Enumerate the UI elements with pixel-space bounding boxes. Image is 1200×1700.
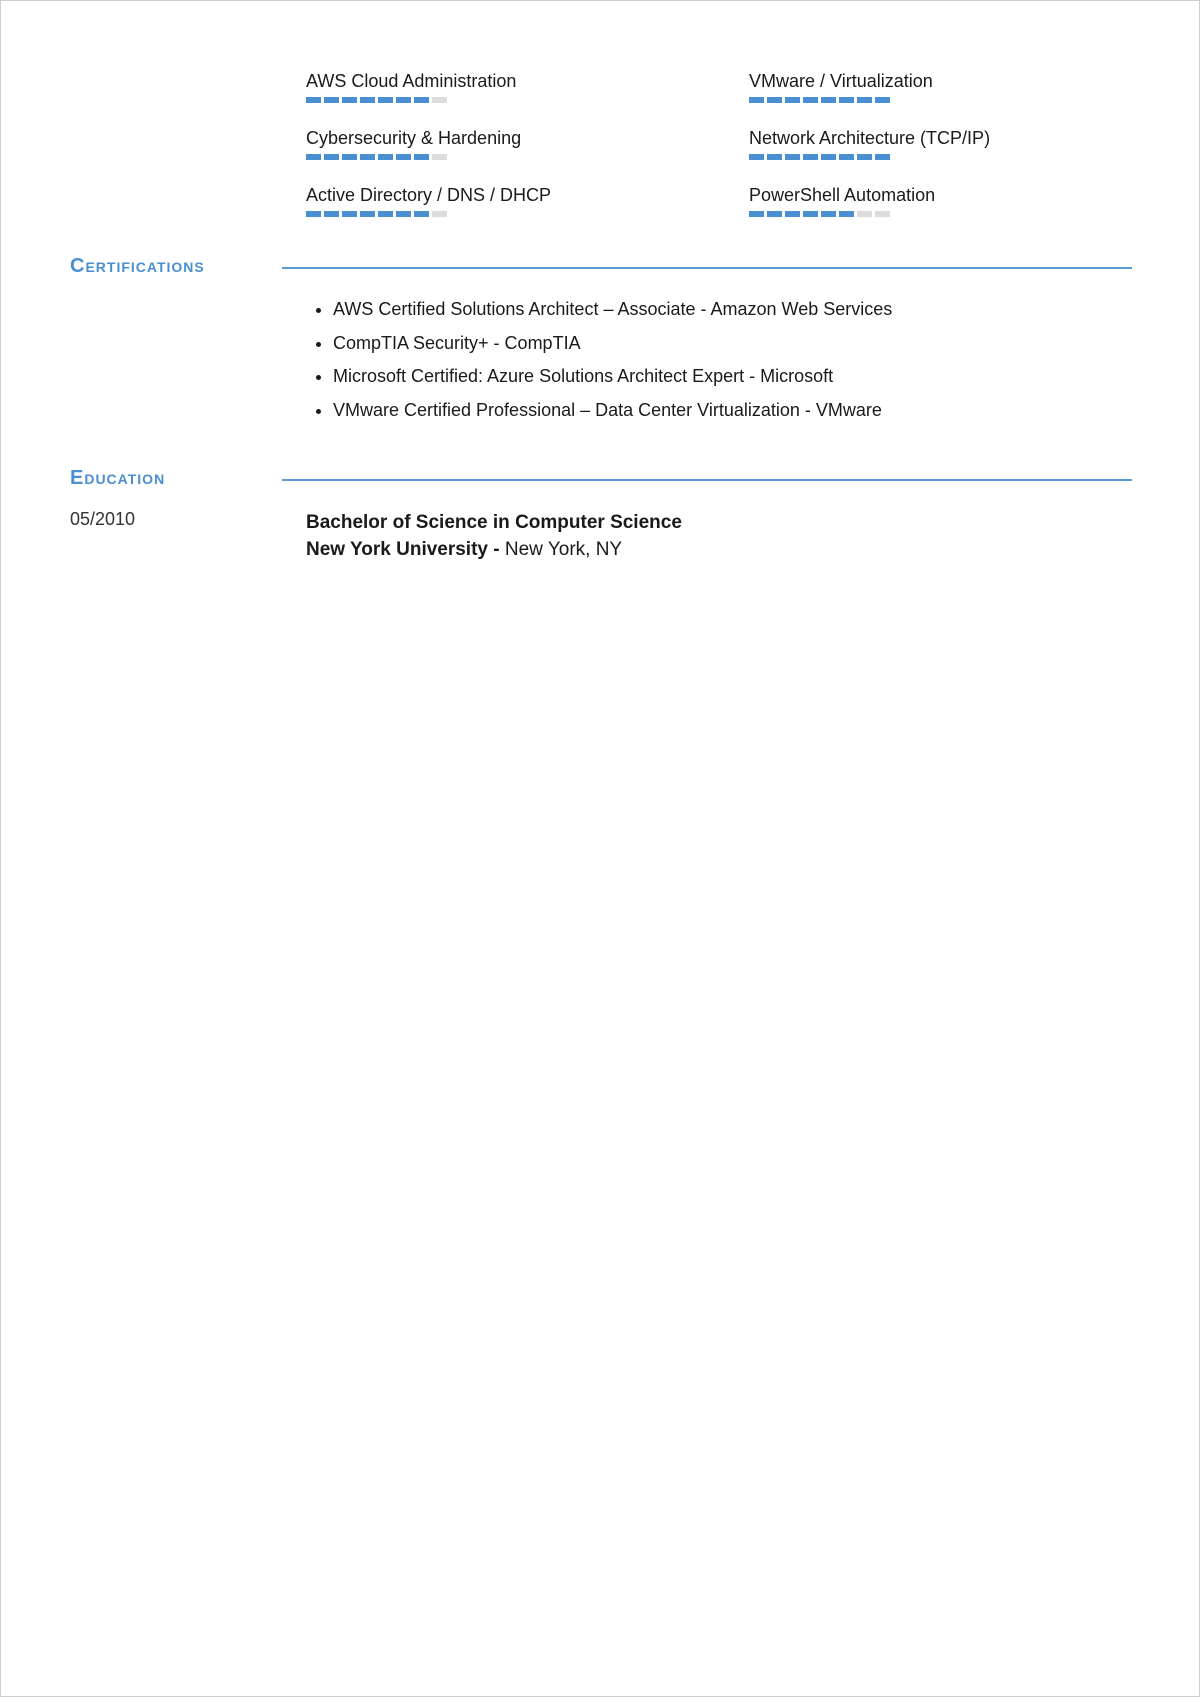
meter-segment — [839, 97, 854, 103]
meter-segment — [324, 211, 339, 217]
skill-name: AWS Cloud Administration — [306, 71, 517, 91]
meter-segment — [432, 97, 447, 103]
skill-meter — [749, 97, 1126, 103]
meter-segment — [749, 154, 764, 160]
skill-meter — [749, 211, 1126, 217]
meter-segment — [342, 211, 357, 217]
meter-segment — [857, 97, 872, 103]
education-header — [70, 465, 1132, 493]
skill-name: Active Directory / DNS / DHCP — [306, 185, 552, 205]
meter-segment — [414, 211, 429, 217]
skill-item — [306, 184, 749, 241]
meter-segment — [857, 154, 872, 160]
meter-segment — [378, 211, 393, 217]
meter-segment — [767, 97, 782, 103]
meter-segment — [414, 97, 429, 103]
skill-item — [749, 70, 1126, 127]
education-entry — [306, 509, 682, 563]
education-date: 05/2010 — [70, 509, 136, 529]
meter-segment — [414, 154, 429, 160]
skill-meter — [306, 154, 749, 160]
skill-name: VMware / Virtualization — [749, 71, 933, 91]
meter-segment — [857, 211, 872, 217]
section-divider — [282, 479, 1132, 481]
meter-segment — [306, 97, 321, 103]
meter-segment — [839, 211, 854, 217]
skill-name: PowerShell Automation — [749, 185, 936, 205]
meter-segment — [821, 154, 836, 160]
meter-segment — [821, 211, 836, 217]
meter-segment — [803, 154, 818, 160]
meter-segment — [875, 154, 890, 160]
meter-segment — [306, 211, 321, 217]
meter-segment — [396, 211, 411, 217]
list-item: • Microsoft Certified: Azure Solutions Architect Expert - Microsoft — [333, 365, 892, 387]
skill-name: Cybersecurity & Hardening — [306, 128, 522, 148]
meter-segment — [875, 97, 890, 103]
school-location: New York, NY — [499, 539, 623, 560]
meter-segment — [767, 154, 782, 160]
meter-segment — [360, 97, 375, 103]
meter-segment — [839, 154, 854, 160]
meter-segment — [749, 97, 764, 103]
meter-segment — [432, 211, 447, 217]
meter-segment — [306, 154, 321, 160]
skill-meter — [306, 211, 749, 217]
section-divider — [282, 267, 1132, 269]
skill-item — [749, 184, 1126, 241]
meter-segment — [324, 97, 339, 103]
meter-segment — [342, 97, 357, 103]
meter-segment — [432, 154, 447, 160]
certifications-header — [70, 253, 1132, 281]
meter-segment — [324, 154, 339, 160]
meter-segment — [396, 154, 411, 160]
section-title: Education — [70, 467, 166, 489]
section-title: Certifications — [70, 255, 205, 277]
skill-item — [749, 127, 1126, 184]
skill-meter — [749, 154, 1126, 160]
meter-segment — [749, 211, 764, 217]
skill-item — [306, 70, 749, 127]
meter-segment — [821, 97, 836, 103]
list-item: • AWS Certified Solutions Architect – Associate - Amazon Web Services — [333, 298, 892, 320]
meter-segment — [360, 154, 375, 160]
meter-segment — [785, 211, 800, 217]
meter-segment — [396, 97, 411, 103]
meter-segment — [342, 154, 357, 160]
skills-grid — [306, 70, 1126, 241]
meter-segment — [785, 97, 800, 103]
meter-segment — [803, 211, 818, 217]
meter-segment — [803, 97, 818, 103]
skill-name: Network Architecture (TCP/IP) — [749, 128, 991, 148]
degree-title: Bachelor of Science in Computer Science — [306, 512, 682, 533]
skill-meter — [306, 97, 749, 103]
list-item: • VMware Certified Professional – Data Center Virtualization - VMware — [333, 399, 892, 421]
list-item: • CompTIA Security+ - CompTIA — [333, 332, 892, 354]
meter-segment — [767, 211, 782, 217]
certifications-list — [306, 298, 892, 432]
meter-segment — [785, 154, 800, 160]
meter-segment — [360, 211, 375, 217]
skill-item — [306, 127, 749, 184]
meter-segment — [378, 154, 393, 160]
meter-segment — [378, 97, 393, 103]
school-name: New York University - — [306, 539, 500, 560]
meter-segment — [875, 211, 890, 217]
